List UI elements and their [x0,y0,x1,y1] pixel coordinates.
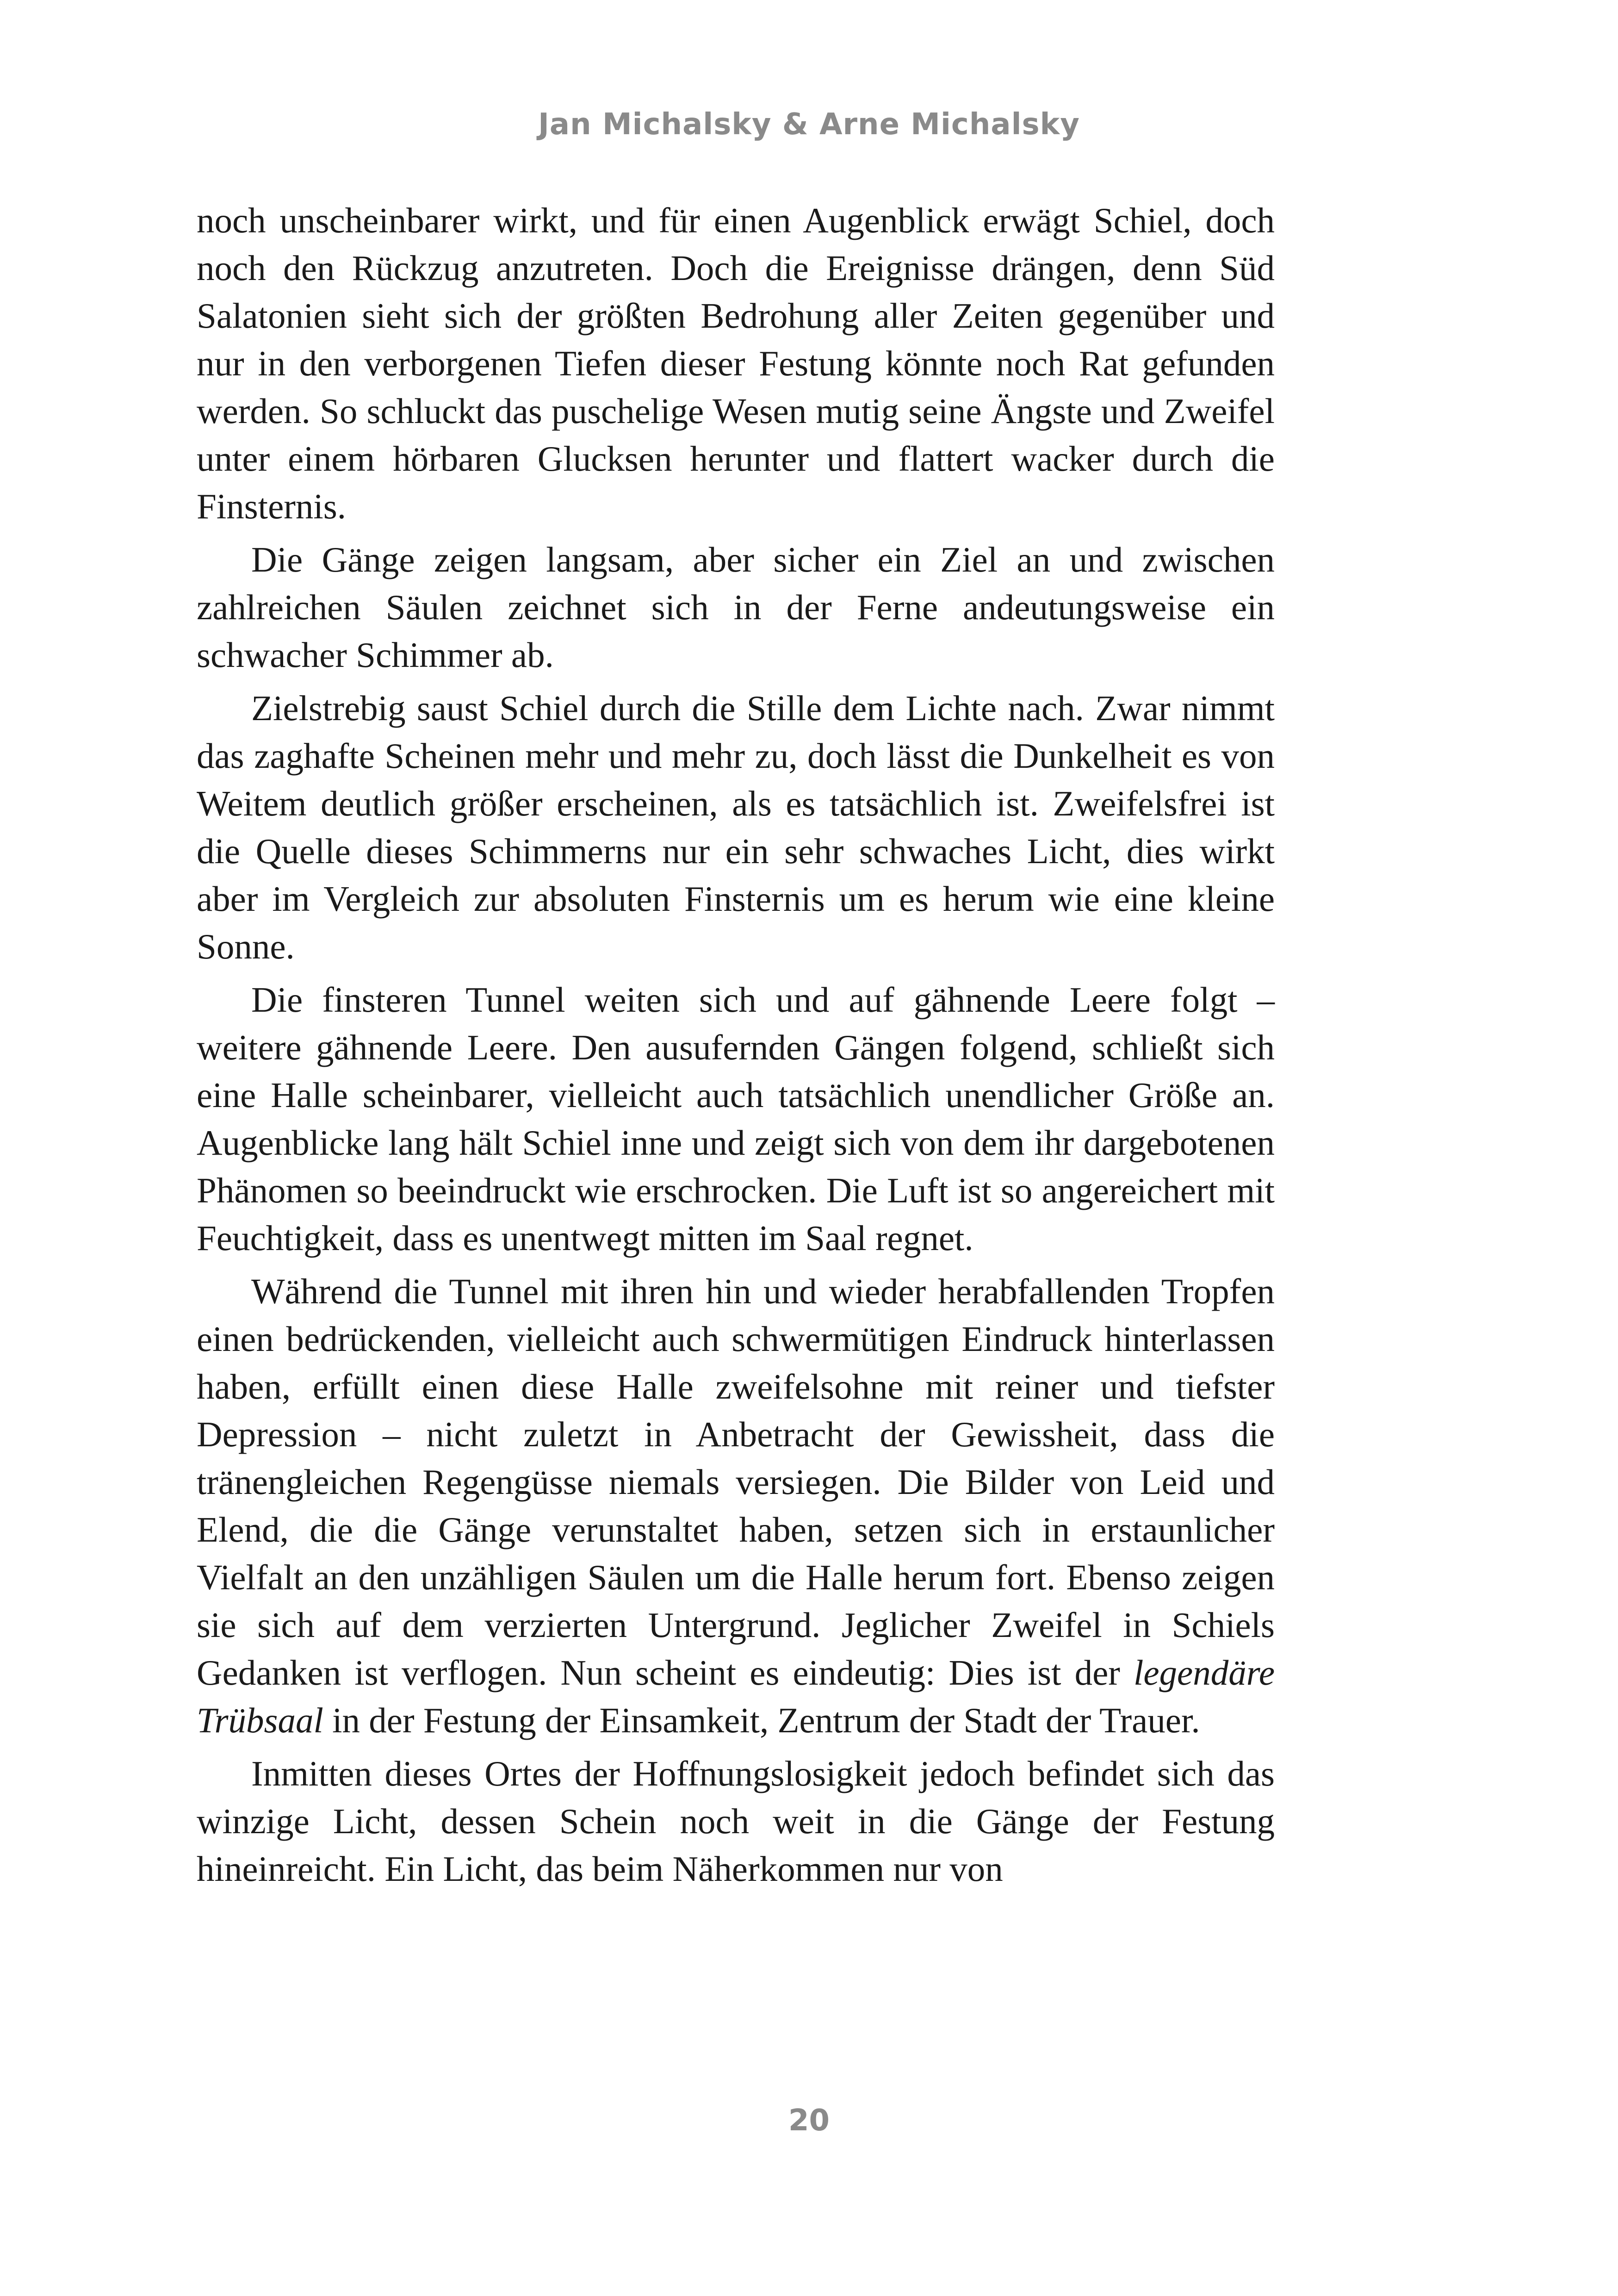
paragraph-2: Die Gänge zeigen langsam, aber sicher ein Ziel an und zwischen zahlreichen Säulen zeichnet sich in der Ferne andeutungsweise ein schwacher Schimmer ab. [197,540,1275,675]
page-number: 20 [788,2103,830,2138]
paragraph-5-text-before: Während die Tunnel mit ihren hin und wieder herabfallenden Tropfen einen bedrückenden, vielleicht auch schwermütigen Eindruck hinterlassen haben, erfüllt einen diese Halle zweifelsohne mit reiner und tiefster Depression – nicht zuletzt in Anbetracht der Gewissheit, dass die tränengleichen Regengüsse niemals versiegen. Die Bilder von Leid und Elend, die die Gänge verunstaltet haben, setzen sich in erstaunlicher Vielfalt an den unzähligen Säulen um die Halle herum fort. Ebenso zeigen sie sich auf dem verzierten Untergrund. Jeglicher Zweifel in Schiels Gedanken ist verflogen. Nun scheint es eindeutig: Dies ist der [197,1271,1275,1692]
paragraph-3: Zielstrebig saust Schiel durch die Stille dem Lichte nach. Zwar nimmt das zaghafte Scheinen mehr und mehr zu, doch lässt die Dunkelheit es von Weitem deutlich größer erscheinen, als es tatsächlich ist. Zweifelsfrei ist die Quelle dieses Schimmerns nur ein sehr schwaches Licht, dies wirkt aber im Vergleich zur absoluten Finsternis um es herum wie eine kleine Sonne. [197,688,1275,966]
body-text [197,197,1275,1898]
paragraph-1: noch unscheinbarer wirkt, und für einen Augenblick erwägt Schiel, doch noch den Rückzug anzutreten. Doch die Ereignisse drängen, denn Süd Salatonien sieht sich der größten Bedrohung aller Zeiten gegenüber und nur in den verborgenen Tiefen dieser Festung könnte noch Rat gefunden werden. So schluckt das puschelige Wesen mutig seine Ängste und Zweifel unter einem hörbaren Glucksen herunter und flattert wacker durch die Finsternis. [197,200,1275,526]
paragraph-5 [197,1268,1275,1744]
paragraph-6: Inmitten dieses Ortes der Hoffnungslosigkeit jedoch befindet sich das winzige Licht, dessen Schein noch weit in die Gänge der Festung hineinreicht. Ein Licht, das beim Näherkommen nur von [197,1754,1275,1889]
paragraph-4: Die finsteren Tunnel weiten sich und auf gähnende Leere folgt – weitere gähnende Leere. Den ausufernden Gängen folgend, schließt sich eine Halle scheinbarer, vielleicht auch tatsächlich unendlicher Größe an. Augenblicke lang hält Schiel inne und zeigt sich von dem ihr dargebotenen Phänomen so beeindruckt wie erschrocken. Die Luft ist so angereichert mit Feuchtigkeit, dass es unentwegt mitten im Saal regnet. [197,980,1275,1258]
running-head: Jan Michalsky & Arne Michalsky [538,107,1080,142]
paragraph-5-text-after: in der Festung der Einsamkeit, Zentrum der Stadt der Trauer. [323,1700,1200,1740]
paragraph-5-italic-term: legendäre Trübsaal [197,1653,1275,1740]
